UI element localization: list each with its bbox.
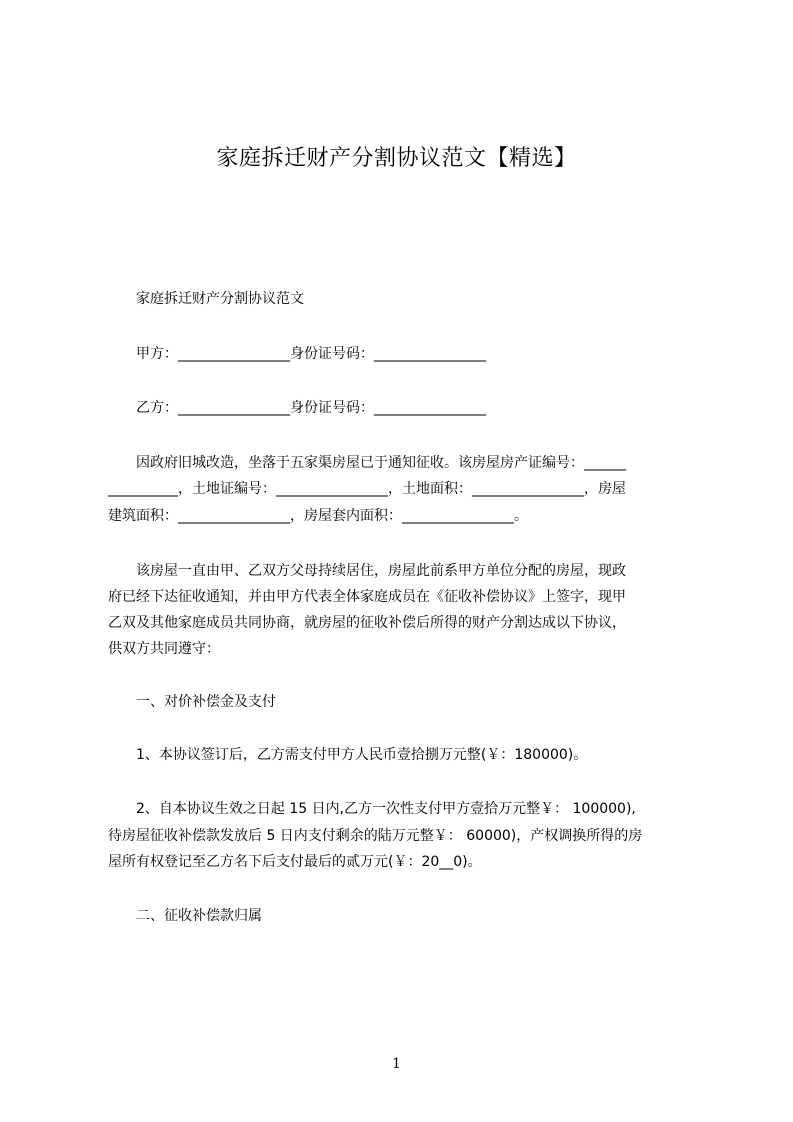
section-heading-2: 二、征收补偿款归属 — [136, 908, 262, 924]
paragraph-line: 因政府旧城改造，坐落于五家渠房屋已于通知征收。该房屋房产证编号：______ — [136, 455, 626, 471]
section-heading-1: 一、对价补偿金及支付 — [136, 694, 276, 710]
paragraph-line: __________，土地证编号：________________，土地面积：________________，房屋 — [108, 481, 626, 497]
clause-2-line: 待房屋征收补偿款发放后 5 日内支付剩余的陆万元整￥： 60000)，产权调换所得的房 — [108, 828, 643, 844]
paragraph-line: 供双方共同遵守： — [108, 641, 220, 657]
paragraph-line: 府已经下达征收通知，并由甲方代表全体家庭成员在《征收补偿协议》上签字，现甲 — [108, 589, 626, 605]
document-title: 家庭拆迁财产分割协议范文【精选】 — [216, 146, 577, 171]
paragraph-line: 该房屋一直由甲、乙双方父母持续居住，房屋此前系甲方单位分配的房屋，现政 — [136, 563, 626, 579]
clause-1-line: 1、本协议签订后，乙方需支付甲方人民币壹拾捌万元整(￥：180000)。 — [136, 747, 588, 763]
party-a-line: 甲方：________________身份证号码：________________ — [136, 346, 486, 362]
paragraph-line: 乙双及其他家庭成员共同协商，就房屋的征收补偿后所得的财产分割达成以下协议， — [108, 615, 626, 631]
intro-heading: 家庭拆迁财产分割协议范文 — [136, 291, 304, 307]
page-number: 1 — [392, 1056, 401, 1072]
party-b-line: 乙方：________________身份证号码：________________ — [136, 400, 486, 416]
clause-2-line: 屋所有权登记至乙方名下后支付最后的贰万元(￥：20__0)。 — [108, 854, 482, 870]
paragraph-line: 建筑面积：________________，房屋套内面积：________________。 — [108, 508, 528, 524]
clause-2-line: 2、自本协议生效之日起 15 日内,乙方一次性支付甲方壹拾万元整￥： 100000), — [136, 801, 636, 817]
